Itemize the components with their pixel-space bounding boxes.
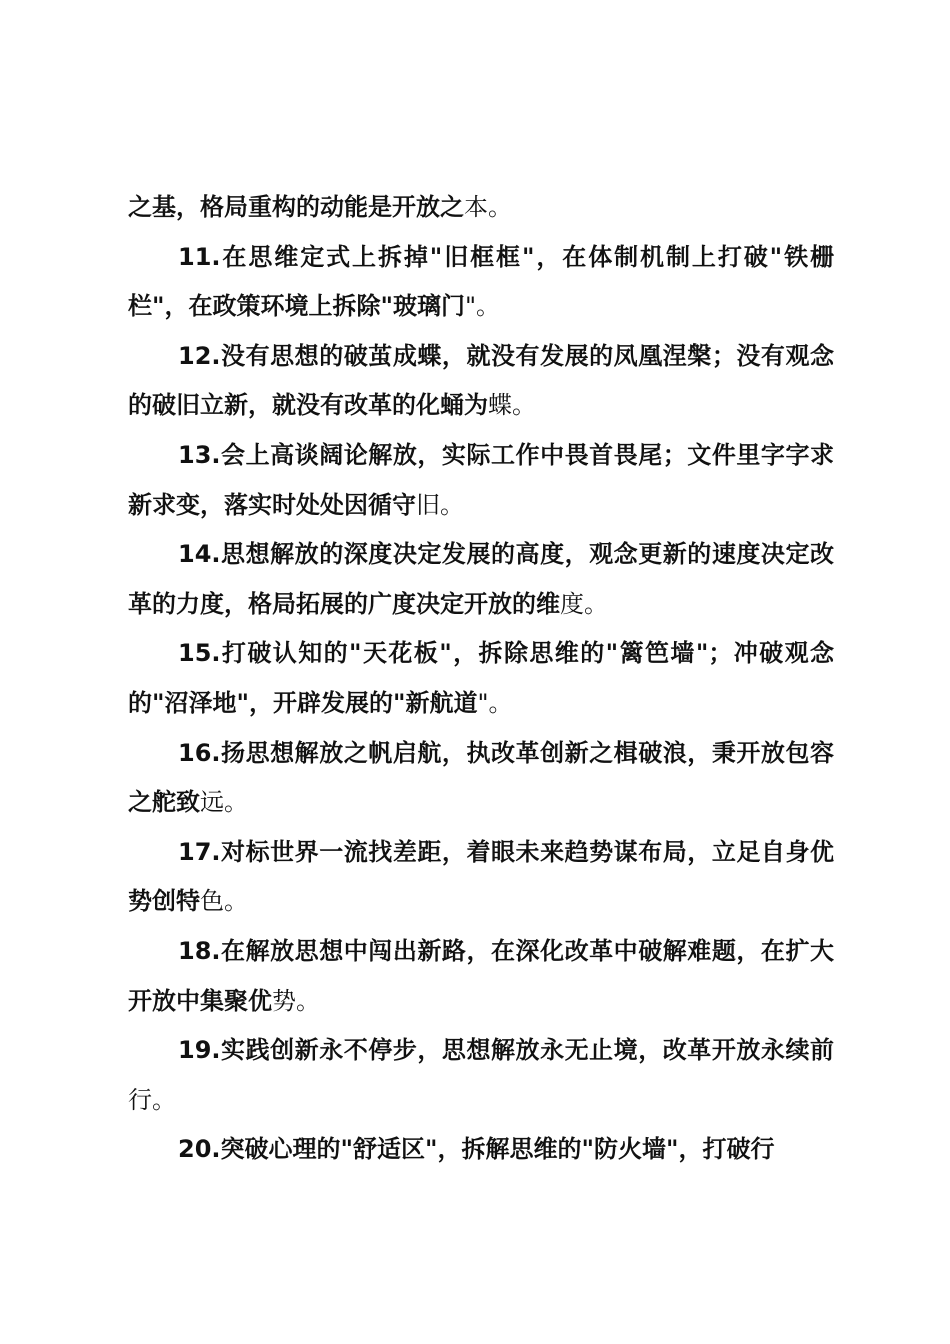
paragraph-item-17 xyxy=(128,828,834,927)
paragraph-item-18 xyxy=(128,927,834,1026)
paragraph-text: 16.扬思想解放之帆启航，执改革创新之楫破浪，秉开放包容之舵致 xyxy=(128,738,834,817)
paragraph-item-20 xyxy=(128,1125,834,1175)
document-body xyxy=(128,183,834,1175)
paragraph-tail: 行。 xyxy=(128,1085,176,1114)
paragraph-text: 11.在思维定式上拆掉"旧框框"，在体制机制上打破"铁栅栏"，在政策环境上拆除"玻璃门 xyxy=(128,242,834,321)
paragraph-tail: "。 xyxy=(465,292,501,321)
paragraph-item-19 xyxy=(128,1026,834,1125)
paragraph-text: 13.会上高谈阔论解放，实际工作中畏首畏尾；文件里字字求新求变，落实时处处因循守 xyxy=(128,440,834,519)
paragraph-text: 19.实践创新永不停步，思想解放永无止境，改革开放永续前 xyxy=(178,1036,834,1065)
paragraph-tail: "。 xyxy=(477,688,513,717)
paragraph-text: 之基，格局重构的动能是开放之 xyxy=(128,193,464,221)
paragraph-text: 12.没有思想的破茧成蝶，就没有发展的凤凰涅槃；没有观念的破旧立新，就没有改革的化蛹为 xyxy=(128,341,834,420)
paragraph-text: 17.对标世界一流找差距，着眼未来趋势谋布局，立足自身优势创特 xyxy=(128,837,834,916)
paragraph-text: 20.突破心理的"舒适区"，拆解思维的"防火墙"，打破行 xyxy=(178,1135,775,1164)
paragraph-tail: 蝶。 xyxy=(488,391,536,420)
paragraph-tail: 旧。 xyxy=(416,490,464,519)
paragraph-text: 14.思想解放的深度决定发展的高度，观念更新的速度决定改革的力度，格局拓展的广度决定开放的维 xyxy=(128,540,834,618)
paragraph-text: 18.在解放思想中闯出新路，在深化改革中破解难题，在扩大开放中集聚优 xyxy=(128,936,834,1015)
paragraph-tail: 色。 xyxy=(200,887,248,916)
paragraph-tail: 势。 xyxy=(272,986,320,1015)
paragraph-continuation xyxy=(128,183,834,233)
paragraph-tail: 远。 xyxy=(200,788,248,817)
paragraph-tail: 度。 xyxy=(560,589,608,618)
paragraph-text: 15.打破认知的"天花板"，拆除思维的"篱笆墙"；冲破观念的"沼泽地"，开辟发展的"新航道 xyxy=(128,639,834,717)
paragraph-item-15 xyxy=(128,629,834,728)
paragraph-item-14 xyxy=(128,530,834,629)
paragraph-item-13 xyxy=(128,431,834,530)
paragraph-item-11 xyxy=(128,233,834,332)
paragraph-item-16 xyxy=(128,729,834,828)
paragraph-tail: 本。 xyxy=(464,193,512,221)
paragraph-item-12 xyxy=(128,332,834,431)
